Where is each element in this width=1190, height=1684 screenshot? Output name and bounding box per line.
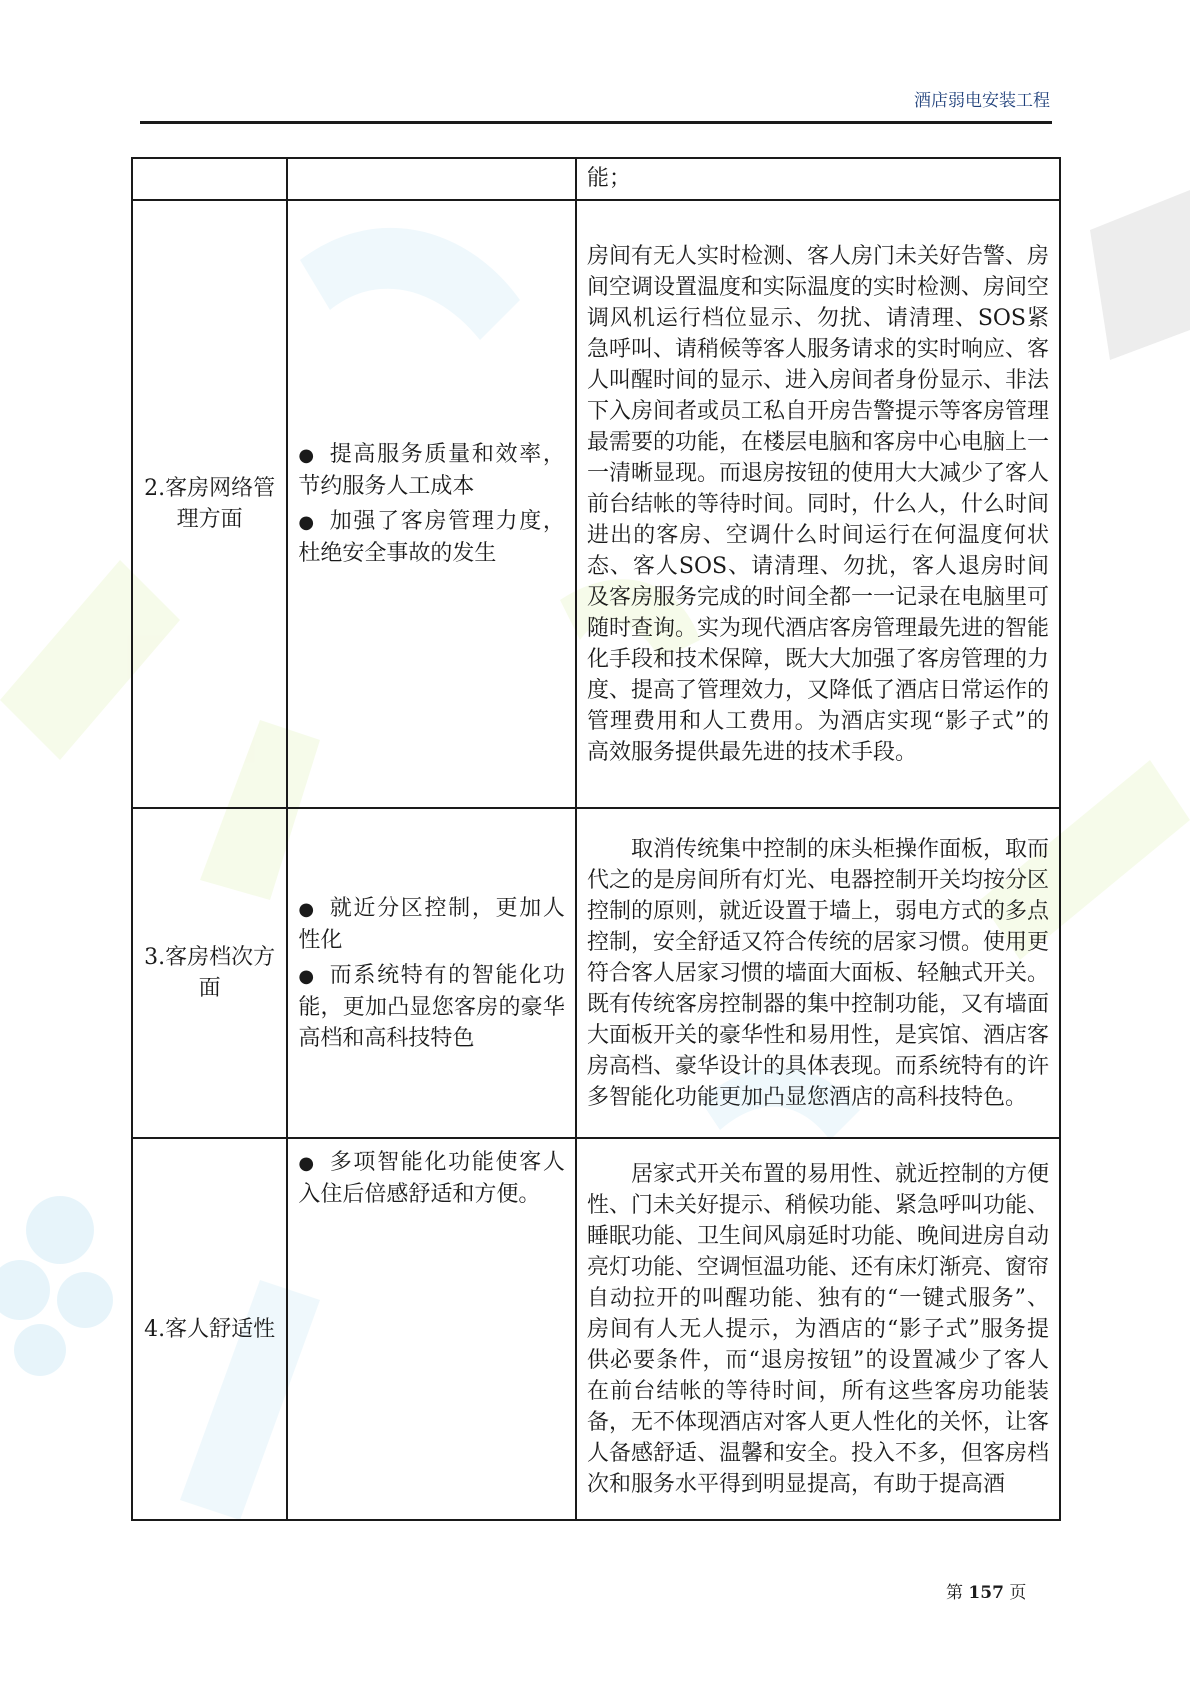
row-benefits bbox=[287, 158, 576, 200]
page-number: 第 157 页 bbox=[946, 1583, 1027, 1603]
benefit-item: ● 加强了客房管理力度，杜绝安全事故的发生 bbox=[298, 509, 565, 566]
header-title: 酒店弱电安装工程 bbox=[914, 91, 1050, 111]
row-benefits bbox=[287, 808, 576, 1138]
table-row bbox=[132, 1138, 1060, 1520]
row-benefits bbox=[287, 200, 576, 808]
table-row bbox=[132, 158, 1060, 200]
row-category: 4.客人舒适性 bbox=[132, 1138, 287, 1520]
row-description: 居家式开关布置的易用性、就近控制的方便性、门未关好提示、稍候功能、紧急呼叫功能、睡眠功能、卫生间风扇延时功能、晚间进房自动亮灯功能、空调恒温功能、还有床灯渐亮、窗帘自动拉开的叫醒功能、独有的“一键式服务”、房间有人无人提示，为酒店的“影子式”服务提供必要条件，而“退房按钮”的设置减少了客人在前台结帐的等待时间，所有这些客房功能装备，无不体现酒店对客人更人性化的关怀，让客人备感舒适、温馨和安全。投入不多，但客房档次和服务水平得到明显提高，有助于提高酒 bbox=[576, 1138, 1060, 1520]
table-row bbox=[132, 808, 1060, 1138]
row-category: 2.客房网络管理方面 bbox=[132, 200, 287, 808]
content-table bbox=[131, 157, 1061, 1521]
benefit-item: ● 提高服务质量和效率，节约服务人工成本 bbox=[298, 442, 565, 499]
header-divider bbox=[140, 121, 1052, 124]
benefit-item: ● 就近分区控制，更加人性化 bbox=[298, 895, 565, 953]
bullet-icon: ● bbox=[298, 445, 316, 466]
bullet-icon: ● bbox=[298, 1153, 316, 1174]
bullet-icon: ● bbox=[298, 512, 316, 533]
benefit-item: ● 而系统特有的智能化功能，更加凸显您客房的豪华高档和高科技特色 bbox=[298, 962, 565, 1051]
bullet-icon: ● bbox=[298, 898, 316, 920]
row-benefits bbox=[287, 1138, 576, 1520]
row-description: 取消传统集中控制的床头柜操作面板，取而代之的是房间所有灯光、电器控制开关均按分区控制的原则，就近设置于墙上，弱电方式的多点控制，安全舒适又符合传统的居家习惯。使用更符合客人居家习惯的墙面大面板、轻触式开关。既有传统客房控制器的集中控制功能，又有墙面大面板开关的豪华性和易用性，是宾馆、酒店客房高档、豪华设计的具体表现。而系统特有的许多智能化功能更加凸显您酒店的高科技特色。 bbox=[576, 808, 1060, 1138]
row-category bbox=[132, 158, 287, 200]
bullet-icon: ● bbox=[298, 965, 316, 987]
table-row bbox=[132, 200, 1060, 808]
row-description: 能； bbox=[576, 158, 1060, 200]
row-description: 房间有无人实时检测、客人房门未关好告警、房间空调设置温度和实际温度的实时检测、房间空调风机运行档位显示、勿扰、请清理、SOS紧急呼叫、请稍候等客人服务请求的实时响应、客人叫醒时间的显示、进入房间者身份显示、非法下入房间者或员工私自开房告警提示等客房管理最需要的功能，在楼层电脑和客房中心电脑上一一清晰显现。而退房按钮的使用大大减少了客人前台结帐的等待时间。同时，什么人，什么时间进出的客房、空调什么时间运行在何温度何状态、客人SOS、请清理、勿扰，客人退房时间及客房服务完成的时间全都一一记录在电脑里可随时查询。实为现代酒店客房管理最先进的智能化手段和技术保障，既大大加强了客房管理的力度、提高了管理效力，又降低了酒店日常运作的管理费用和人工费用。为酒店实现“影子式”的高效服务提供最先进的技术手段。 bbox=[576, 200, 1060, 808]
benefit-item: ● 多项智能化功能使客人入住后倍感舒适和方便。 bbox=[298, 1150, 565, 1207]
row-category: 3.客房档次方面 bbox=[132, 808, 287, 1138]
